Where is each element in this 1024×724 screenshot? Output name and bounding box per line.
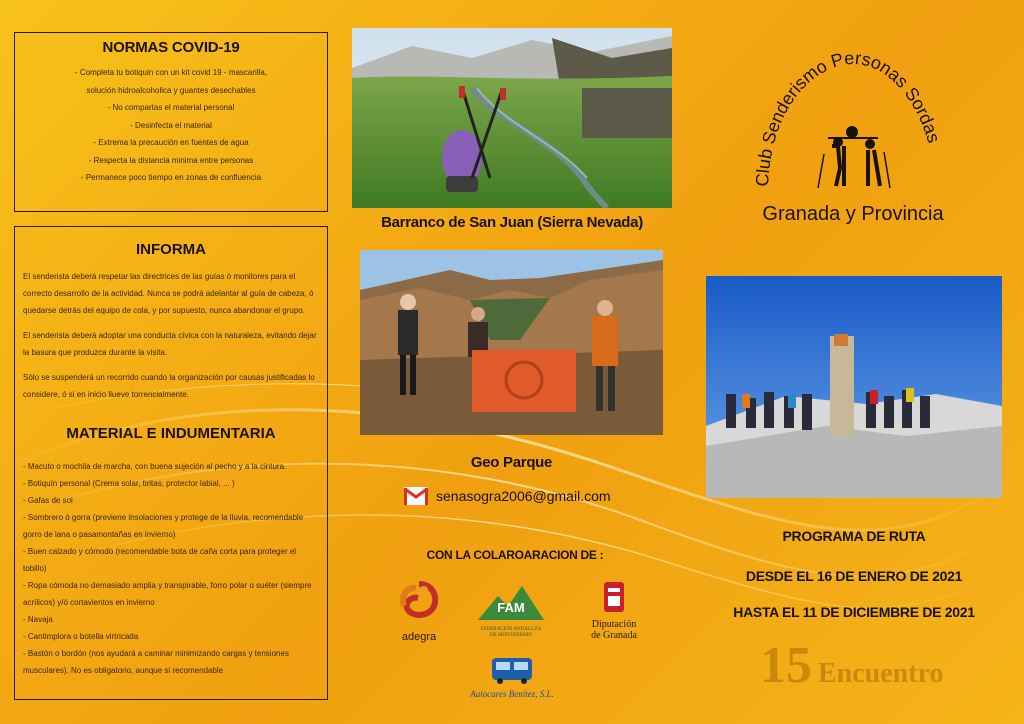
photo1-caption: Barranco de San Juan (Sierra Nevada)	[381, 214, 643, 231]
badlands-photo-illustration	[360, 250, 663, 435]
hikers-icon	[818, 126, 890, 188]
covid-title: NORMAS COVID-19	[102, 39, 240, 56]
photo-geo-parque	[360, 250, 663, 435]
encuentro-watermark	[760, 636, 944, 695]
encuentro-word: Encuentro	[818, 658, 944, 689]
list-item: - Respecta la distancia minima entre personas	[88, 155, 254, 165]
email-text[interactable]: senasogra2006@gmail.com	[436, 488, 611, 504]
list-item: - Gafas de sol	[23, 496, 73, 505]
photo2-caption: Geo Parque	[470, 454, 553, 471]
covid-rules-box	[14, 32, 328, 212]
info-material-box	[14, 226, 328, 700]
fam-line2: DE MONTAÑISMO	[490, 633, 532, 638]
club-bottom-text: Granada y Provincia	[762, 203, 944, 225]
informa-paragraph: Sólo se suspenderá un recorrido cuando la organización por causas justificadas lo considere, ó si en inicio llueve torrencialmente.	[23, 373, 315, 399]
meadow-photo-illustration	[352, 28, 672, 208]
list-item: - Bastón o bordón (nos ayudará a caminar minimizando cargas y tensiones musculares). No es obligatorio, aunque si recomendable	[23, 649, 289, 675]
list-item: solución hidroalcoholica y guantes desechables	[86, 85, 256, 95]
fam-mountain-icon	[476, 580, 546, 622]
program-title: PROGRAMA DE RUTA	[782, 528, 926, 544]
club-emblem	[728, 34, 978, 264]
informa-title: INFORMA	[136, 241, 206, 258]
contact-email-row[interactable]	[404, 487, 611, 505]
list-item: - Botiquín personal (Crema solar, tiritas, protector labial, ... )	[23, 479, 235, 488]
list-item: - Extrema la precaución en fuentes de agua	[93, 138, 249, 147]
diputacion-emblem-icon	[584, 580, 644, 614]
informa-paragraph: El senderista deberá adoptar una conducta cívica con la naturaleza, evitando dejar la basura que produzca durante la visita.	[23, 331, 317, 357]
club-arc-text: Club Senderismo Personas Sordas	[752, 47, 945, 187]
adegra-text: adegra	[401, 631, 437, 643]
fam-logo	[476, 580, 546, 640]
encuentro-number: 15	[760, 637, 812, 694]
photo-barranco-san-juan	[352, 28, 672, 208]
list-item: - Buen calzado y cómodo (recomendable bota de caña corta para proteger el tobillo)	[23, 547, 297, 573]
list-item: - Sombrero ó gorra (previene insolaciones y protege de la lluvia, recomendable gorro de lana o pasamontañas en invierno)	[23, 513, 304, 539]
autocares-text: Autocares Benítez, S.L.	[470, 689, 554, 699]
list-item: - Macuto o mochila de marcha, con buena sujeción al pecho y a la cintura.	[23, 462, 287, 471]
program-start-date: DESDE EL 16 DE ENERO DE 2021	[745, 568, 963, 584]
material-title: MATERIAL E INDUMENTARIA	[66, 425, 276, 442]
informa-paragraph: El senderista deberá respetar las directrices de las guías ó monitores para el correcto desarrollo de la actividad. Nunca se podrá adelantar al guía de cabeza, ó quedarse detrás del equipo de cola, y por supuesto, nunca abandonar el grupo.	[23, 272, 314, 315]
list-item: - Permanece poco tiempo en zonas de confluencia	[80, 173, 262, 182]
fam-mark-text: FAM	[497, 600, 525, 615]
adegra-logo	[394, 578, 444, 642]
program-end-date: HASTA EL 11 DE DICIEMBRE DE 2021	[733, 604, 975, 620]
summit-photo-illustration	[706, 276, 1002, 498]
adegra-mark-icon	[394, 578, 444, 626]
list-item: - Cantimplora o botella virtricada	[23, 632, 139, 641]
fam-line1: FEDERACIÓN ANDALUZA	[480, 627, 542, 632]
collaboration-title: CON LA COLAROARACION DE :	[426, 548, 604, 562]
diputacion-line1: Diputación	[591, 619, 637, 630]
list-item: - No compartas el material personal	[107, 103, 235, 112]
club-logo	[728, 34, 978, 264]
diputacion-line2: de Granada	[591, 630, 637, 641]
list-item: - Completa tu botiquin con un kit covid 19 - mascarilla,	[74, 68, 268, 77]
autocares-logo	[462, 656, 562, 700]
photo-summit-group	[706, 276, 1002, 498]
bus-icon	[462, 656, 562, 684]
covid-list	[15, 64, 327, 187]
diputacion-logo	[584, 580, 644, 642]
material-list	[15, 458, 327, 679]
list-item: - Navaja	[23, 615, 53, 624]
gmail-icon	[404, 487, 428, 505]
list-item: - Ropa cómoda no demasiado amplia y transpirable, forro polar o suéter (siempre acrílicos) y/ó cortavientos en invierno	[23, 581, 312, 607]
list-item: - Desinfecta el material	[130, 120, 212, 130]
